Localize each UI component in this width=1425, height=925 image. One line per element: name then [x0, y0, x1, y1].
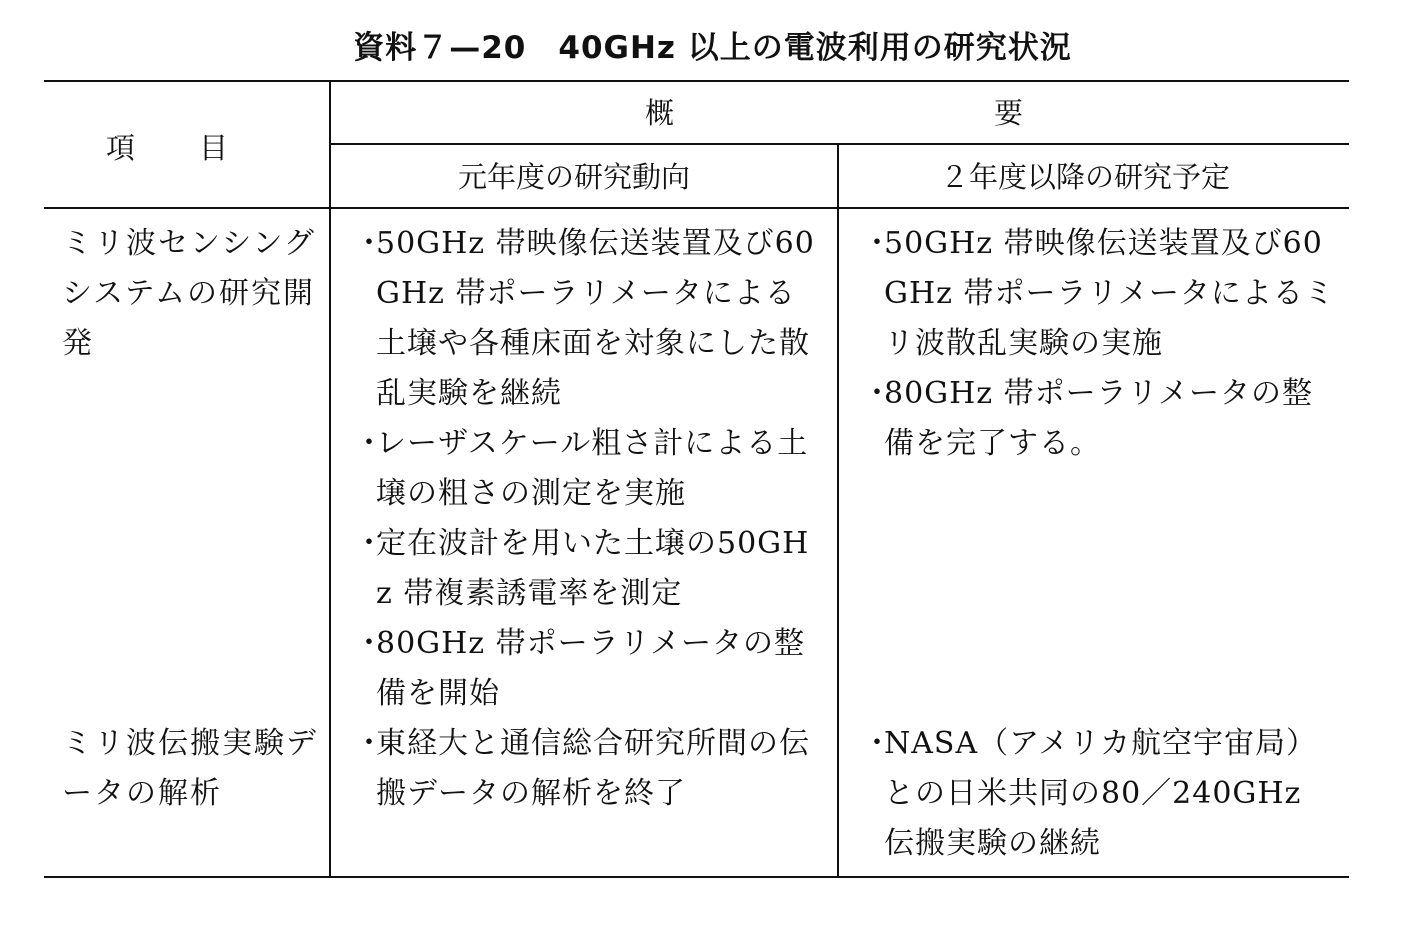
bullet-text: 50GHz 帯映像伝送装置及び60GHz 帯ポーラリメータによるミリ波散乱実験の実施 — [884, 226, 1335, 361]
list-item — [352, 419, 826, 519]
list-item — [860, 219, 1336, 369]
row-2-item: ミリ波伝搬実験データの解析 — [62, 726, 318, 811]
bullet-mark: ・ — [354, 626, 385, 661]
bullet-text: 50GHz 帯映像伝送装置及び60GHz 帯ポーラリメータによる土壌や各種床面を対象にした散乱実験を継続 — [376, 226, 815, 411]
bullet-text: 定在波計を用いた土壌の50GHz 帯複素誘電率を測定 — [376, 526, 810, 611]
bullet-text: 80GHz 帯ポーラリメータの整備を開始 — [376, 626, 806, 711]
bullet-mark: ・ — [354, 726, 385, 761]
table-top-rule — [44, 80, 1349, 82]
page-title: 資料７—20 40GHz 以上の電波利用の研究状況 — [353, 30, 1072, 66]
item-column-divider — [329, 80, 331, 878]
list-item — [352, 619, 826, 719]
row-1-item: ミリ波センシングシステムの研究開発 — [62, 226, 316, 361]
bullet-mark: ・ — [354, 226, 385, 261]
bullet-text: レーザスケール粗さ計による土壌の粗さの測定を実施 — [376, 426, 809, 511]
bullet-mark: ・ — [354, 526, 385, 561]
header-year1: 元年度の研究動向 — [458, 160, 691, 194]
list-item — [352, 519, 826, 619]
list-item — [860, 369, 1336, 469]
row-2-year2-list — [860, 719, 1336, 869]
bullet-mark: ・ — [354, 426, 385, 461]
header-summary-right: 要 — [994, 96, 1024, 130]
year-column-divider — [837, 143, 839, 878]
summary-divider-rule — [331, 143, 1349, 145]
bullet-text: 80GHz 帯ポーラリメータの整備を完了する。 — [884, 376, 1314, 461]
header-item: 項 目 — [106, 131, 231, 165]
header-year2: ２年度以降の研究予定 — [940, 160, 1231, 194]
header-bottom-rule — [44, 207, 1349, 209]
bullet-mark: ・ — [862, 726, 893, 761]
bullet-text: NASA（アメリカ航空宇宙局）との日米共同の80／240GHz 伝搬実験の継続 — [884, 726, 1318, 861]
row-1-year2-list — [860, 219, 1336, 469]
bullet-mark: ・ — [862, 376, 893, 411]
list-item — [860, 719, 1336, 869]
header-summary-left: 概 — [645, 96, 675, 130]
table-bottom-rule — [44, 876, 1349, 878]
list-item — [352, 219, 826, 419]
bullet-mark: ・ — [862, 226, 893, 261]
list-item — [352, 719, 826, 819]
row-1-year1-list — [352, 219, 826, 719]
row-2-year1-list — [352, 719, 826, 819]
bullet-text: 東経大と通信総合研究所間の伝搬データの解析を終了 — [376, 726, 810, 811]
